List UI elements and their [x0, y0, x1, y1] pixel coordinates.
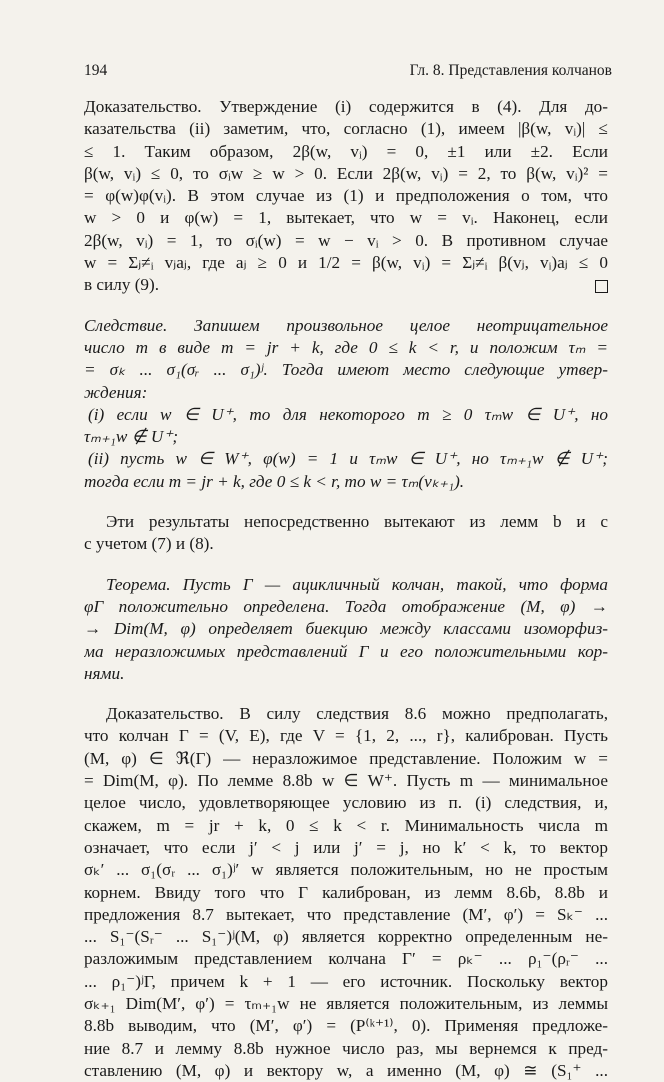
text-line: предложения 8.7 вытекает, что представление (M′, φ′) = Sₖ⁻ ...	[84, 904, 608, 924]
text-line: целое число, удовлетворяющее условию из п. (i) следствия, и,	[84, 793, 608, 813]
text-line: разложимым представлением колчана Γ′ = ρₖ⁻ ... ρ₁⁻(ρᵣ⁻ ...	[84, 949, 608, 969]
text-line: ждения:	[84, 382, 148, 402]
text-line: ставлению (M, φ) и вектору w, а именно (M, φ) ≅ (S₁⁺ ...	[84, 1060, 608, 1080]
remark	[84, 511, 608, 556]
text-line: Эти результаты непосредственно вытекают из лемм b и с	[106, 512, 608, 532]
text-line: = σₖ ... σ₁(σᵣ ... σ₁)ʲ. Тогда имеют место следующие утвер-	[84, 360, 608, 380]
text-line: ма неразложимых представлений Γ и его положительными кор-	[84, 641, 608, 661]
text-line: φΓ положительно определена. Тогда отображение (M, φ) →	[84, 596, 608, 616]
text-line: σₖ₊₁ Dim(M′, φ′) = τₘ₊₁w не является положительным, из леммы	[84, 993, 608, 1013]
text-line: Доказательство. В силу следствия 8.6 можно предполагать,	[106, 704, 608, 724]
text-line: скажем, m = jr + k, 0 ≤ k < r. Минимальность числа m	[84, 815, 608, 835]
running-title: Гл. 8. Представления колчанов	[409, 62, 612, 79]
text-line: Доказательство. Утверждение (i) содержится в (4). Для до-	[84, 97, 608, 116]
text-line: нями.	[84, 663, 125, 683]
text-line: с учетом (7) и (8).	[84, 534, 214, 554]
proof-2	[84, 703, 608, 1082]
proof-1	[84, 96, 608, 297]
text-line: казательства (ii) заметим, что, согласно (1), имеем |β(w, vᵢ)| ≤	[84, 119, 608, 139]
text-line: → Dim(M, φ) определяет биекцию между классами изоморфиз-	[84, 619, 608, 639]
text-line: корнем. Ввиду того что Γ калиброван, из лемм 8.6b, 8.8b и	[84, 882, 608, 902]
text-line: в силу (9).	[84, 275, 160, 295]
text-line: w = Σⱼ≠ᵢ vⱼaⱼ, где aⱼ ≥ 0 и 1/2 = β(w, vᵢ) = Σⱼ≠ᵢ β(vⱼ, vᵢ)aⱼ ≤ 0	[84, 253, 608, 273]
text-line: означает, что если j′ < j или j′ = j, но k′ < k, то вектор	[84, 837, 608, 857]
text-line: (i) если w ∈ U⁺, то для некоторого m ≥ 0 τₘw ∈ U⁺, но	[88, 404, 608, 424]
text-line: что колчан Γ = (V, E), где V = {1, 2, ..., r}, калиброван. Пусть	[84, 726, 608, 746]
qed-square-icon	[595, 280, 608, 293]
text-line: ... ρ₁⁻)ʲΓ, причем k + 1 — его источник. Поскольку вектор	[84, 971, 608, 991]
text-line: σₖ′ ... σ₁(σᵣ ... σ₁)ʲ′ w является положительным, но не простым	[84, 860, 608, 880]
corollary	[84, 315, 608, 493]
page-header	[84, 62, 612, 80]
theorem	[84, 574, 608, 685]
text-line: число m в виде m = jr + k, где 0 ≤ k < r, и положим τₘ =	[84, 337, 608, 357]
text-line: = φ(w)φ(vᵢ). В этом случае из (1) и предположения о том, что	[84, 186, 608, 206]
text-line: Теорема. Пусть Γ — ацикличный колчан, такой, что форма	[106, 574, 608, 594]
text-line: тогда если m = jr + k, где 0 ≤ k < r, то w = τₘ(vₖ₊₁).	[84, 471, 465, 491]
text-line: 2β(w, vᵢ) = 1, то σᵢ(w) = w − vᵢ > 0. В противном случае	[84, 230, 608, 250]
text-line: = Dim(M, φ). По лемме 8.8b w ∈ W⁺. Пусть m — минимальное	[84, 771, 608, 791]
text-line: (M, φ) ∈ ℜ(Γ) — неразложимое представление. Положим w =	[84, 748, 608, 768]
text-line: w > 0 и φ(w) = 1, вытекает, что w = vᵢ. Наконец, если	[84, 208, 608, 228]
text-line: Следствие. Запишем произвольное целое неотрицательное	[84, 315, 608, 335]
text-line: ние 8.7 и лемму 8.8b нужное число раз, мы вернемся к пред-	[84, 1038, 608, 1058]
text-line: ≤ 1. Таким образом, 2β(w, vᵢ) = 0, ±1 или ±2. Если	[84, 141, 608, 161]
text-line: (ii) пусть w ∈ W⁺, φ(w) = 1 и τₘw ∈ U⁺, но τₘ₊₁w ∉ U⁺;	[88, 449, 608, 469]
page-number: 194	[84, 62, 108, 79]
page-body	[84, 96, 608, 1082]
text-line: τₘ₊₁w ∉ U⁺;	[84, 427, 179, 447]
text-line: β(w, vᵢ) ≤ 0, то σᵢw ≥ w > 0. Если 2β(w, vᵢ) = 2, то β(w, vᵢ)² =	[84, 163, 608, 183]
text-line: ... S₁⁻(Sᵣ⁻ ... S₁⁻)ʲ(M, φ) является корректно определенным не-	[84, 927, 608, 947]
text-line: 8.8b выводим, что (M′, φ′) = (P⁽ᵏ⁺¹⁾, 0). Применяя предложе-	[84, 1016, 608, 1036]
